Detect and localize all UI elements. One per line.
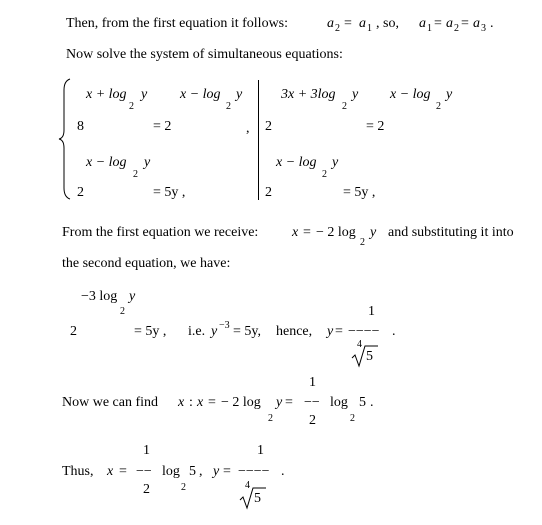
period: . [370,395,374,410]
rhs-equals-2: = 2 [366,119,385,134]
equals-sign: = [344,16,352,31]
frac-denominator: 2 [143,482,150,497]
equals-sign: = [208,395,216,410]
equals-sign: = [461,16,469,31]
base-2: 2 [265,119,272,134]
log-sub: 2 [350,413,355,424]
var-a1-b: a [419,16,426,31]
var-y: y [144,155,151,170]
root-index: 4 [357,339,362,350]
log-sub: 2 [181,482,186,493]
log-sub: 2 [322,169,327,180]
so-text: , so, [376,16,399,31]
sqrt-icon [239,486,267,510]
log-sub: 2 [268,413,273,424]
system-intro-text: Now solve the system of simultaneous equations: [66,47,343,62]
frac-numerator: 1 [143,443,150,458]
equals-sign: = [223,464,231,479]
log-text: log [162,464,180,479]
var-y: y [213,464,220,479]
left-brace-icon [58,78,72,200]
from-first-text: From the first equation we receive: [62,225,259,240]
frac-numerator: 1 [309,375,316,390]
equals-sign: = [434,16,442,31]
var-y: y [327,324,334,339]
root-arg: 5 [366,349,373,364]
var-x: x [292,225,299,240]
rhs-equals-2: = 2 [153,119,172,134]
frac-numerator: 1 [368,304,375,319]
rhs-5y: = 5y , [153,185,186,200]
var-y: y [141,87,148,102]
log-text: log [330,395,348,410]
var-y: y [236,87,243,102]
period: . [392,324,396,339]
root-arg: 5 [254,491,261,506]
exponent-neg3: −3 [219,320,230,331]
base-2: 2 [265,185,272,200]
log-sub: 2 [342,101,347,112]
substituting-text: and substituting it into [388,225,514,240]
colon: : [189,395,193,410]
intro-text: Then, from the first equation it follows: [66,16,289,31]
ie-text: i.e. [188,324,206,339]
period: . [281,464,285,479]
thus-text: Thus, [62,464,94,479]
frac-bar: −− [304,395,320,410]
sub-2: 2 [335,23,340,34]
var-y: y [211,324,218,339]
frac-bar: −−−− [348,324,380,339]
base-2: 2 [77,185,84,200]
equals-sign: = [285,395,293,410]
hence-text: hence, [276,324,313,339]
base-8: 8 [77,119,84,134]
exp: x − log [86,155,127,170]
var-x: x [178,395,185,410]
base-2: 2 [70,324,77,339]
var-y: y [370,225,377,240]
var-a2-b: a [446,16,453,31]
exp-den: x − log [180,87,221,102]
var-y: y [352,87,359,102]
log-sub: 2 [436,101,441,112]
frac-bar: −− [136,464,152,479]
sub-2-b: 2 [454,23,459,34]
frac-bar: −−−− [238,464,270,479]
var-a3: a [473,16,480,31]
exp-neg3-log: −3 log [81,289,118,304]
rhs-5y: = 5y , [134,324,167,339]
comma: , [199,464,203,479]
exp-num: 3x + 3log [281,87,336,102]
equals-sign: = [335,324,343,339]
comma: , [246,121,250,136]
sub-1-b: 1 [427,23,432,34]
neg-2-log: − 2 log [316,225,356,240]
sqrt-icon [351,344,379,368]
exp-den: x − log [390,87,431,102]
var-x: x [107,464,114,479]
var-x: x [197,395,204,410]
log-sub: 2 [360,237,365,248]
period: . [490,16,494,31]
neg-2-log: − 2 log [221,395,261,410]
var-a2: a [327,16,334,31]
second-eq-text: the second equation, we have: [62,256,231,271]
var-y: y [332,155,339,170]
frac-denominator: 2 [309,413,316,428]
sub-1: 1 [367,23,372,34]
rhs-5y: = 5y , [343,185,376,200]
equals-sign: = [119,464,127,479]
log-sub: 2 [129,101,134,112]
frac-numerator: 1 [257,443,264,458]
log-sub: 2 [120,306,125,317]
root-index: 4 [245,480,250,491]
equals-sign: = [303,225,311,240]
var-y: y [446,87,453,102]
rhs-5y: = 5y, [233,324,261,339]
log-sub: 2 [133,169,138,180]
now-find-text: Now we can find [62,395,159,410]
var-a1: a [359,16,366,31]
var-y: y [276,395,283,410]
system-separator [258,80,259,200]
log-arg: 5 [189,464,196,479]
log-arg: 5 [359,395,366,410]
exp-num: x + log [86,87,127,102]
exp: x − log [276,155,317,170]
log-sub: 2 [226,101,231,112]
var-y: y [129,289,136,304]
sub-3: 3 [481,23,486,34]
